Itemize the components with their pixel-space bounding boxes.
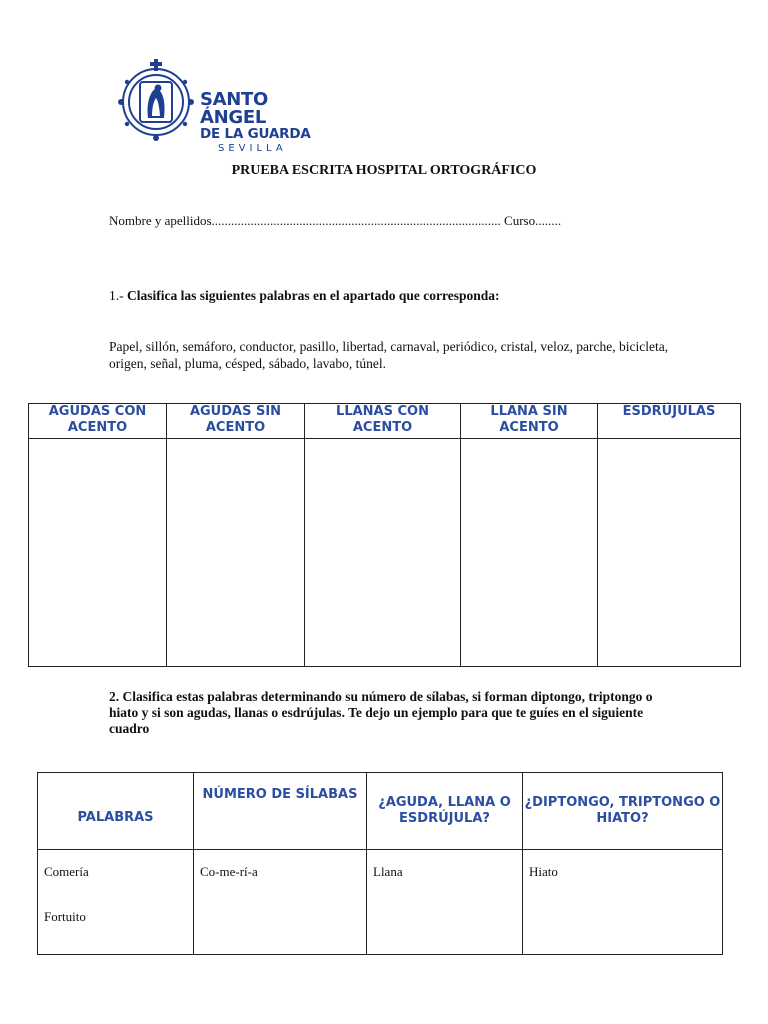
school-crest-icon (112, 58, 202, 142)
school-name-line2: DE LA GUARDA (200, 126, 311, 142)
page-title: PRUEBA ESCRITA HOSPITAL ORTOGRÁFICO (231, 163, 537, 178)
school-name-line1: SANTO ÁNGEL (200, 89, 269, 128)
school-name (200, 91, 322, 154)
vowel-group-cell[interactable] (523, 850, 723, 955)
question-1-text: Clasifica las siguientes palabras en el apartado que corresponda: (127, 288, 500, 303)
header-esdrujulas: ESDRÚJULAS (598, 404, 741, 439)
header-agudas-con-acento: AGUDAS CON ACENTO (29, 404, 167, 439)
header-llana-sin-acento: LLANA SIN ACENTO (461, 404, 598, 439)
answer-cell-agudas-con-acento[interactable] (29, 439, 167, 667)
syllables-example: Co-me-rí-a (200, 864, 258, 879)
header-numero-silabas: NÚMERO DE SÍLABAS (194, 773, 367, 850)
header-llanas-con-acento: LLANAS CON ACENTO (305, 404, 461, 439)
answer-cell-esdrujulas[interactable] (598, 439, 741, 667)
word-list: Papel, sillón, semáforo, conductor, pasillo, libertad, carnaval, periódico, cristal, veloz, parche, bicicleta, origen, señal, pluma, césped, sábado, lavabo, túnel. (109, 339, 669, 371)
vowel-group-example: Hiato (529, 864, 558, 879)
accent-type-example: Llana (373, 864, 403, 879)
school-city: SEVILLA (218, 142, 287, 154)
accent-type-cell[interactable] (367, 850, 523, 955)
classification-table (28, 403, 741, 667)
question-1-number: 1.- (109, 288, 124, 303)
answer-cell-llanas-con-acento[interactable] (305, 439, 461, 667)
school-logo (112, 58, 322, 154)
question-1 (109, 288, 500, 304)
header-palabras: PALABRAS (38, 773, 194, 850)
word-comeria: Comería (44, 864, 89, 879)
words-cell (38, 850, 194, 955)
header-diptongo-triptongo-hiato: ¿DIPTONGO, TRIPTONGO O HIATO? (523, 773, 723, 850)
syllable-table (37, 772, 723, 955)
name-and-course-line[interactable]: Nombre y apellidos......................................................................................... Curso........ (109, 213, 562, 228)
word-fortuito: Fortuito (44, 909, 86, 924)
answer-cell-llana-sin-acento[interactable] (461, 439, 598, 667)
answer-cell-agudas-sin-acento[interactable] (167, 439, 305, 667)
question-2: 2. Clasifica estas palabras determinando su número de sílabas, si forman diptongo, triptongo o hiato y si son agudas, llanas o esdrújulas. Te dejo un ejemplo para que te guíes en el siguiente cuadro (109, 689, 653, 736)
syllables-cell[interactable] (194, 850, 367, 955)
header-agudas-sin-acento: AGUDAS SIN ACENTO (167, 404, 305, 439)
header-aguda-llana-esdrujula: ¿AGUDA, LLANA O ESDRÚJULA? (367, 773, 523, 850)
